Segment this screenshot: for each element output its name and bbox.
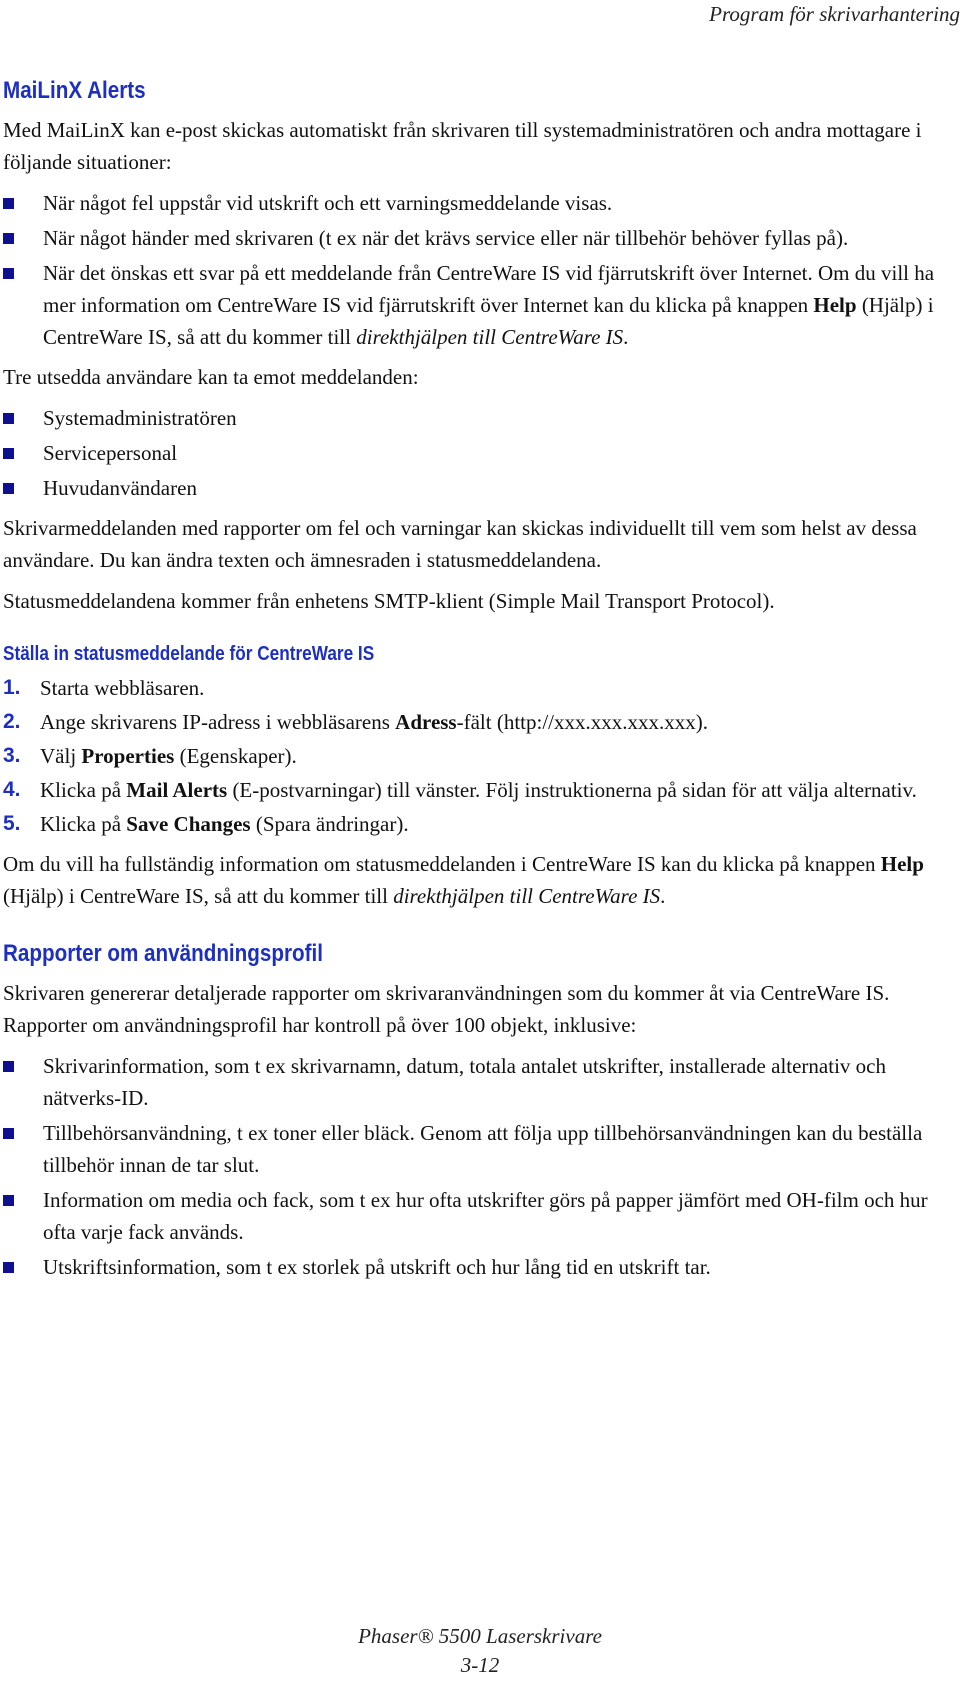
ui-term: Properties xyxy=(81,744,175,768)
page-content xyxy=(3,76,951,1291)
list-item-text: . xyxy=(623,325,629,349)
step-item xyxy=(3,774,951,806)
recipients-intro: Tre utsedda användare kan ta emot meddelanden: xyxy=(3,365,419,389)
usage-intro: Skrivaren genererar detaljerade rapporter om skrivaranvändningen som du kommer åt via CentreWare IS. Rapporter om användningsprofil har kontroll på över 100 objekt, inklusive: xyxy=(3,981,890,1037)
page-number: 3-12 xyxy=(460,1653,500,1677)
situation-list xyxy=(3,187,951,353)
step-text: Välj xyxy=(40,744,82,768)
subsection-heading-setup: Ställa in statusmeddelande för CentreWare IS xyxy=(3,643,375,665)
list-item xyxy=(3,1050,951,1114)
step-text: (Spara ändringar). xyxy=(250,812,409,836)
step-number: 2. xyxy=(3,710,21,733)
square-bullet-icon xyxy=(3,1262,14,1273)
list-item-text: När något händer med skrivaren (t ex när det krävs service eller när tillbehör behöver fyllas på). xyxy=(43,226,849,250)
section-setup-status-alerts xyxy=(3,640,951,912)
list-item xyxy=(3,1251,951,1283)
ui-term: Mail Alerts xyxy=(126,778,228,802)
list-item xyxy=(3,257,951,353)
recipient-label: Systemadministratören xyxy=(43,406,237,430)
recipient-label: Huvudanvändaren xyxy=(43,476,197,500)
step-item xyxy=(3,740,951,772)
help-button-reference: Help xyxy=(880,852,924,876)
step-text: (Egenskaper). xyxy=(174,744,297,768)
square-bullet-icon xyxy=(3,198,14,209)
list-item-text: När det önskas ett svar på ett meddelande från CentreWare IS vid fjärrutskrift över Internet. Om du vill ha mer information om CentreWare IS vid fjärrutskrift över Internet kan du klicka på knappen xyxy=(43,261,935,317)
full-help-paragraph xyxy=(3,848,951,912)
square-bullet-icon xyxy=(3,268,14,279)
section-usage-profile-reports xyxy=(3,939,951,1283)
square-bullet-icon xyxy=(3,483,14,494)
step-text: Ange skrivarens IP-adress i webbläsarens xyxy=(40,710,396,734)
step-number: 5. xyxy=(3,812,21,835)
recipient-list xyxy=(3,402,951,504)
section-heading-usage: Rapporter om användningsprofil xyxy=(3,940,323,967)
step-text: Klicka på xyxy=(40,812,127,836)
list-item-text: När något fel uppstår vid utskrift och ett varningsmeddelande visas. xyxy=(43,191,613,215)
setup-steps xyxy=(3,672,951,840)
smtp-paragraph: Statusmeddelandena kommer från enhetens SMTP-klient (Simple Mail Transport Protocol). xyxy=(3,589,775,613)
section-heading-mailinx: MaiLinX Alerts xyxy=(3,77,146,104)
list-item-text: Information om media och fack, som t ex hur ofta utskrifter görs på papper jämfört med OH-film och hur ofta varje fack används. xyxy=(43,1188,928,1244)
individual-alerts-paragraph: Skrivarmeddelanden med rapporter om fel och varningar kan skickas individuellt till vem som helst av dessa användare. Du kan ändra texten och ämnesraden i statusmeddelandena. xyxy=(3,516,917,572)
list-item xyxy=(3,1184,951,1248)
step-number: 3. xyxy=(3,744,21,767)
paragraph-text: . xyxy=(660,884,666,908)
step-text: Klicka på xyxy=(40,778,127,802)
online-help-reference: direkthjälpen till CentreWare IS xyxy=(356,325,624,349)
recipient-label: Servicepersonal xyxy=(43,441,178,465)
section-mailinx-alerts xyxy=(3,76,951,617)
square-bullet-icon xyxy=(3,413,14,424)
list-item xyxy=(3,187,951,219)
square-bullet-icon xyxy=(3,1195,14,1206)
paragraph-text: Om du vill ha fullständig information om statusmeddelanden i CentreWare IS kan du klicka på knappen xyxy=(3,852,881,876)
step-item xyxy=(3,808,951,840)
mailinx-intro: Med MaiLinX kan e-post skickas automatiskt från skrivaren till systemadministratören och andra mottagare i följande situationer: xyxy=(3,118,922,174)
step-item xyxy=(3,706,951,738)
square-bullet-icon xyxy=(3,448,14,459)
step-text: -fält (http://xxx.xxx.xxx.xxx). xyxy=(456,710,708,734)
list-item-text: Tillbehörsanvändning, t ex toner eller bläck. Genom att följa upp tillbehörsanvändningen kan du beställa tillbehör innan de tar slut. xyxy=(43,1121,923,1177)
product-name: Phaser® 5500 Laserskrivare xyxy=(358,1624,602,1648)
list-item xyxy=(3,222,951,254)
step-text: (E-postvarningar) till vänster. Följ instruktionerna på sidan för att välja alternativ. xyxy=(227,778,917,802)
step-number: 4. xyxy=(3,778,21,801)
online-help-reference: direkthjälpen till CentreWare IS xyxy=(393,884,661,908)
ui-term: Save Changes xyxy=(126,812,251,836)
page-footer xyxy=(0,1622,960,1680)
square-bullet-icon xyxy=(3,233,14,244)
list-item xyxy=(3,437,951,469)
usage-items-list xyxy=(3,1050,951,1283)
square-bullet-icon xyxy=(3,1061,14,1072)
step-item xyxy=(3,672,951,704)
list-item xyxy=(3,402,951,434)
list-item-text: Skrivarinformation, som t ex skrivarnamn, datum, totala antalet utskrifter, installerade alternativ och nätverks-ID. xyxy=(43,1054,886,1110)
step-text: Starta webbläsaren. xyxy=(40,676,205,700)
help-button-reference: Help xyxy=(813,293,857,317)
running-header: Program för skrivarhantering xyxy=(709,2,960,26)
step-number: 1. xyxy=(3,676,21,699)
list-item xyxy=(3,472,951,504)
list-item xyxy=(3,1117,951,1181)
paragraph-text: (Hjälp) i CentreWare IS, så att du kommer till xyxy=(3,884,394,908)
ui-term: Adress xyxy=(395,710,457,734)
list-item-text: Utskriftsinformation, som t ex storlek på utskrift och hur lång tid en utskrift tar. xyxy=(43,1255,711,1279)
list-item-text: (Hjälp) i CentreWare IS, så att du kommer till xyxy=(43,293,934,349)
square-bullet-icon xyxy=(3,1128,14,1139)
